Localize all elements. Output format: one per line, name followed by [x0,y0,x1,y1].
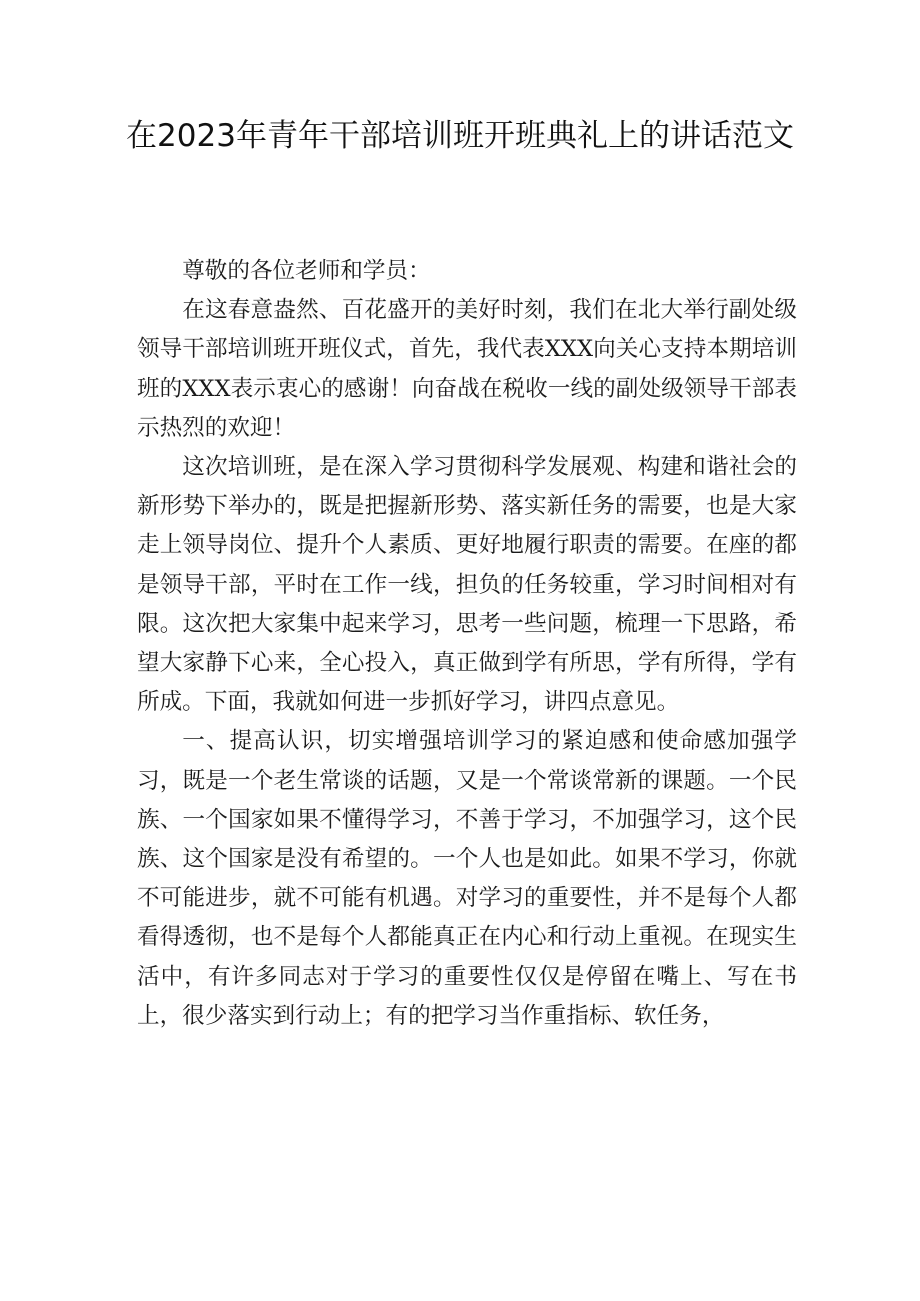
paragraph-3: 一、提高认识，切实增强培训学习的紧迫感和使命感加强学习，既是一个老生常谈的话题，又是一个常谈常新的课题。一个民族、一个国家如果不懂得学习，不善于学习，不加强学习，这个民族、这个国家是没有希望的。一个人也是如此。如果不学习，你就不可能进步，就不可能有机遇。对学习的重要性，并不是每个人都看得透彻，也不是每个人都能真正在内心和行动上重视。在现实生活中，有许多同志对于学习的重要性仅仅是停留在嘴上、写在书上，很少落实到行动上；有的把学习当作重指标、软任务， [137,728,797,1029]
paragraph-1: 在这春意盎然、百花盛开的美好时刻，我们在北大举行副处级领导干部培训班开班仪式，首先，我代表XXX向关心支持本期培训班的XXX表示衷心的感谢！向奋战在税收一线的副处级领导干部表示热烈的欢迎！ [137,297,797,441]
paragraph-2: 这次培训班，是在深入学习贯彻科学发展观、构建和谐社会的新形势下举办的，既是把握新形势、落实新任务的需要，也是大家走上领导岗位、提升个人素质、更好地履行职责的需要。在座的都是领导干部，平时在工作一线，担负的任务较重，学习时间相对有限。这次把大家集中起来学习，思考一些问题，梳理一下思路，希望大家静下心来，全心投入，真正做到学有所思，学有所得，学有所成。下面，我就如何进一步抓好学习，讲四点意见。 [137,454,797,716]
document-body [137,252,797,1036]
document-title: 在2023年青年干部培训班开班典礼上的讲话范文 [126,118,794,154]
greeting-line: 尊敬的各位老师和学员： [182,258,431,284]
